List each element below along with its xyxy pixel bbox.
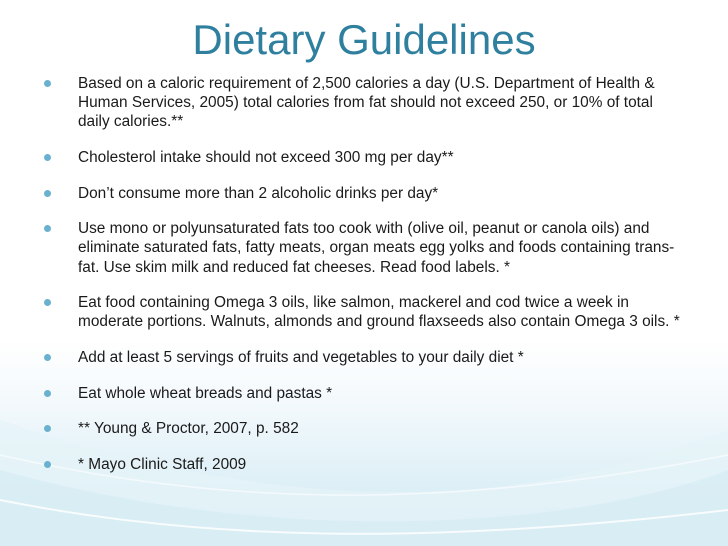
bullet-dot-icon [44,299,51,306]
bullet-text: Based on a caloric requirement of 2,500 calories a day (U.S. Department of Health & Human Services, 2005) total calories from fat should not exceed 250, or 10% of total daily calories.** [78,75,655,131]
bullet-dot-icon [44,154,51,161]
bullet-item-omega-3 [36,293,686,331]
slide-title: Dietary Guidelines [192,16,536,63]
bullet-item-cholesterol [36,148,686,167]
bullet-item-reference-mayo-clinic [36,455,686,474]
bullet-list [36,74,686,490]
bullet-item-fruits-vegetables [36,348,686,367]
bullet-text: Don’t consume more than 2 alcoholic drinks per day* [78,184,439,202]
bullet-text: * Mayo Clinic Staff, 2009 [78,455,247,473]
bullet-text: ** Young & Proctor, 2007, p. 582 [78,420,299,438]
bullet-text: Use mono or polyunsaturated fats too cook with (olive oil, peanut or canola oils) and eliminate saturated fats, fatty meats, organ meats egg yolks and foods containing trans-fat. Use skim milk and reduced fat cheeses. Read food labels. * [78,220,675,276]
bullet-dot-icon [44,225,51,232]
bullet-item-fat-calories [36,74,686,132]
bullet-item-fats [36,219,686,277]
bullet-dot-icon [44,80,51,87]
bullet-text: Add at least 5 servings of fruits and vegetables to your daily diet * [78,348,524,366]
bullet-text: Eat whole wheat breads and pastas * [78,384,333,402]
bullet-item-reference-young-proctor [36,419,686,438]
bullet-dot-icon [44,425,51,432]
bullet-item-whole-wheat [36,384,686,403]
bullet-dot-icon [44,354,51,361]
bullet-text: Eat food containing Omega 3 oils, like salmon, mackerel and cod twice a week in moderate portions. Walnuts, almonds and ground flaxseeds also contain Omega 3 oils. * [78,294,680,331]
bullet-dot-icon [44,461,51,468]
bullet-dot-icon [44,190,51,197]
bullet-dot-icon [44,390,51,397]
bullet-item-alcohol [36,184,686,203]
bullet-text: Cholesterol intake should not exceed 300 mg per day** [78,149,454,166]
